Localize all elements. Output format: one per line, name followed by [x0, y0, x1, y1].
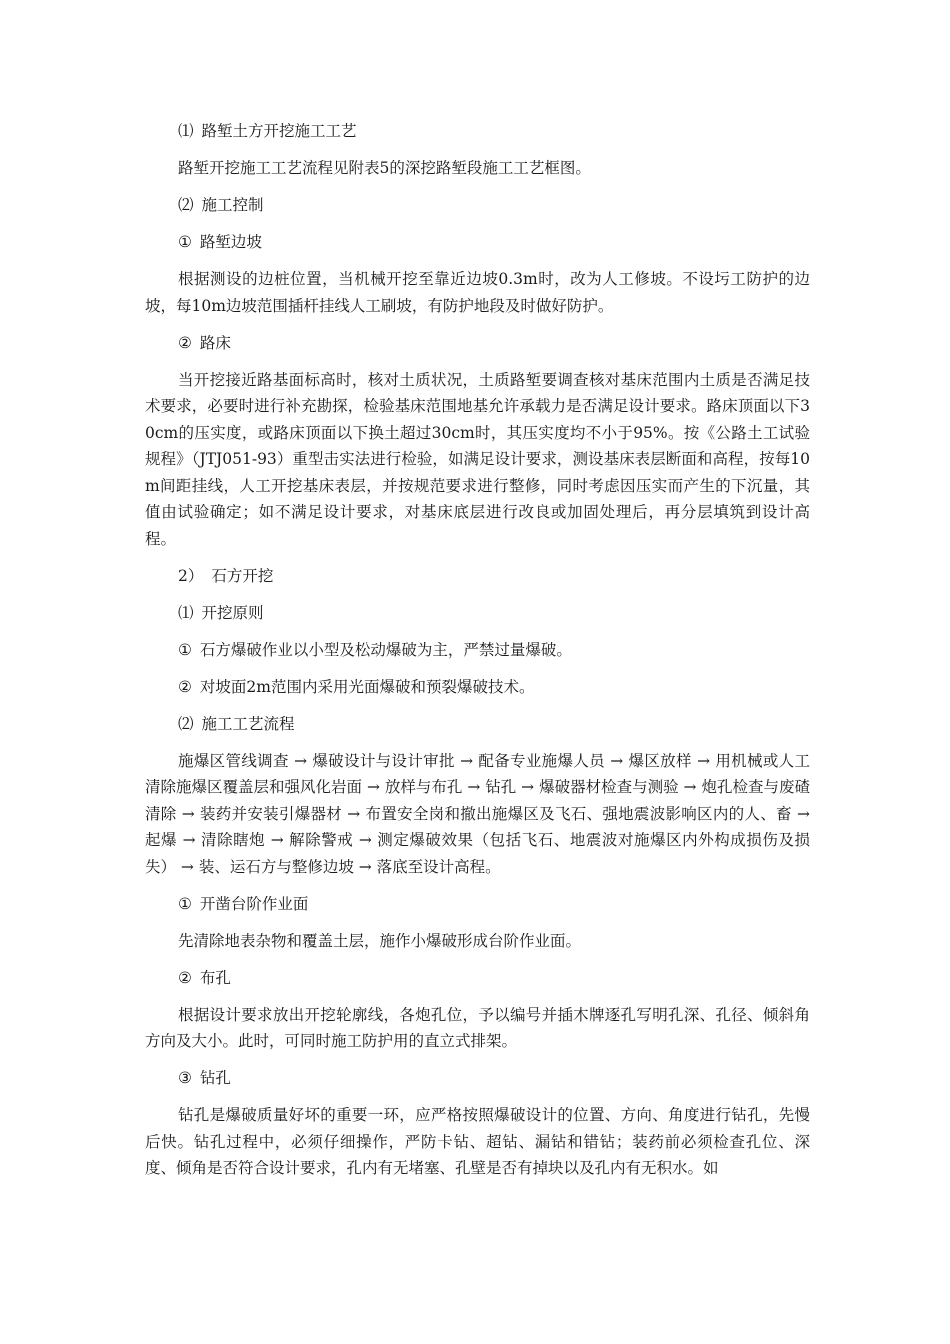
- list-item: [145, 674, 810, 701]
- heading-marker: ②: [178, 333, 192, 352]
- heading-text: 路堑土方开挖施工工艺: [201, 122, 357, 140]
- heading-marker: ③: [178, 1069, 192, 1087]
- list-item-text: 对坡面2m范围内采用光面爆破和预裂爆破技术。: [199, 677, 535, 696]
- heading-text: 石方开挖: [211, 566, 274, 585]
- paragraph: 钻孔是爆破质量好坏的重要一环，应严格按照爆破设计的位置、方向、角度进行钻孔，先慢后快。钻孔过程中，必须仔细操作，严防卡钻、超钻、漏钻和错钻；装药前必须检查孔位、深度、倾角是否符合设计要求，孔内有无堵塞、孔壁是否有掉块以及孔内有无积水。如: [145, 1106, 810, 1177]
- heading-marker: ①: [178, 233, 192, 251]
- section-heading: [145, 600, 810, 627]
- list-item: [145, 637, 810, 664]
- heading-marker: ⑴: [178, 122, 194, 140]
- subsection-heading: [145, 965, 810, 992]
- process-flow-paragraph: 施爆区管线调查 → 爆破设计与设计审批 → 配备专业施爆人员 → 爆区放样 → 用机械或人工清除施爆区覆盖层和强风化岩面 → 放样与布孔 → 钻孔 → 爆破器材检查与测验 → 炮孔检查与废碴清除 → 装药并安装引爆器材 → 布置安全岗和撤出施爆区及飞石、强地震波影响区内的人、畜 → 起爆 → 清除瞎炮 → 解除警戒 → 测定爆破效果（包括飞石、地震波对施爆区内外构成损伤及损失） → 装、运石方与整修边坡 → 落底至设计高程。: [145, 751, 810, 876]
- paragraph: 路堑开挖施工工艺流程见附表5的深挖路堑段施工工艺框图。: [178, 159, 591, 177]
- heading-marker: ②: [178, 677, 192, 696]
- heading-marker: ①: [178, 640, 192, 659]
- heading-text: 钻孔: [199, 1069, 231, 1087]
- heading-text: 开凿台阶作业面: [199, 894, 309, 913]
- paragraph: 根据测设的边桩位置，当机械开挖至靠近边坡0.3m时，改为人工修坡。不设圬工防护的边坡，每10m边坡范围插杆挂线人工刷坡，有防护地段及时做好防护。: [145, 270, 810, 315]
- list-item-text: 石方爆破作业以小型及松动爆破为主，严禁过量爆破。: [199, 640, 572, 659]
- heading-marker: ⑵: [178, 196, 194, 214]
- subsection-heading: [145, 1065, 810, 1092]
- heading-marker: ①: [178, 894, 192, 913]
- heading-marker: 2）: [178, 566, 204, 585]
- paragraph: 根据设计要求放出开挖轮廓线，各炮孔位，予以编号并插木牌逐孔写明孔深、孔径、倾斜角方向及大小。此时，可同时施工防护用的直立式排架。: [145, 1005, 810, 1050]
- heading-marker: ②: [178, 968, 192, 987]
- heading-text: 路床: [199, 333, 231, 352]
- section-heading: [145, 563, 810, 590]
- section-heading: [145, 711, 810, 738]
- heading-text: 布孔: [199, 968, 231, 987]
- subsection-heading: [145, 891, 810, 918]
- heading-text: 施工控制: [201, 196, 264, 214]
- heading-text: 路堑边坡: [199, 233, 262, 251]
- section-heading: [145, 118, 810, 145]
- paragraph: 当开挖接近路基面标高时，核对土质状况，土质路堑要调查核对基床范围内土质是否满足技术要求，必要时进行补充勘探，检验基床范围地基允许承载力是否满足设计要求。路床顶面以下30cm的压实度，或路床顶面以下换土超过30cm时，其压实度均不小于95%。按《公路土工试验规程》（JTJ051-93）重型击实法进行检验，如满足设计要求，测设基床表层断面和高程，按每10m间距挂线，人工开挖基床表层，并按规范要求进行整修，同时考虑因压实而产生的下沉量，其值由试验确定；如不满足设计要求，对基床底层进行改良或加固处理后，再分层填筑到设计高程。: [145, 370, 810, 548]
- document-body: [145, 118, 810, 1192]
- subsection-heading: [145, 229, 810, 256]
- paragraph: 先清除地表杂物和覆盖土层，施作小爆破形成台阶作业面。: [178, 931, 582, 950]
- heading-marker: ⑴: [178, 603, 194, 622]
- subsection-heading: [145, 330, 810, 357]
- section-heading: [145, 192, 810, 219]
- heading-text: 施工工艺流程: [201, 714, 295, 733]
- heading-text: 开挖原则: [201, 603, 264, 622]
- heading-marker: ⑵: [178, 714, 194, 733]
